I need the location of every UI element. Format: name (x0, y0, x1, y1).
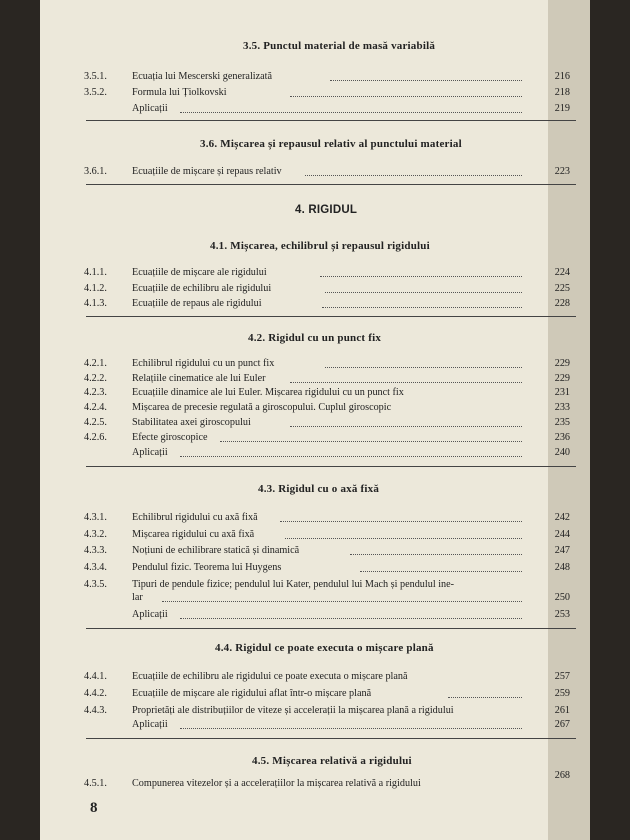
entry-title: Ecuațiile de mișcare și repaus relativ (132, 166, 282, 177)
entry-title: Stabilitatea axei giroscopului (132, 417, 251, 428)
entry-number: 3.5.1. (84, 71, 107, 82)
entry-page: 229 (554, 358, 570, 369)
entry-number: 4.2.4. (84, 402, 107, 413)
toc-entry[interactable] (40, 282, 570, 296)
entry-title: Relațiile cinematice ale lui Euler (132, 373, 266, 384)
toc-entry[interactable] (40, 357, 570, 371)
entry-page: 216 (554, 71, 570, 82)
toc-entry[interactable] (40, 770, 570, 791)
toc-entry[interactable] (40, 165, 570, 179)
toc-entry[interactable] (40, 608, 570, 622)
dot-leader (330, 80, 522, 81)
section-heading-4-1: 4.1. Mișcarea, echilibrul și repausul rigidului (210, 240, 430, 252)
divider (86, 466, 576, 467)
entry-page: 235 (554, 417, 570, 428)
divider (86, 628, 576, 629)
entry-page: 261 (554, 705, 570, 716)
dot-leader (162, 601, 522, 602)
toc-entry[interactable] (40, 528, 570, 542)
dot-leader (290, 382, 522, 383)
toc-entry[interactable] (40, 511, 570, 525)
entry-number: 4.3.4. (84, 562, 107, 573)
toc-entry[interactable] (40, 266, 570, 280)
chapter-heading: 4. RIGIDUL (295, 204, 358, 216)
section-heading-4-5: 4.5. Mișcarea relativă a rigidului (252, 755, 412, 767)
entry-title: Ecuațiile de mișcare ale rigidului aflat într-o mișcare plană (132, 688, 372, 699)
entry-title: Tipuri de pendule fizice; pendulul lui Kater, pendulul lui Mach și pendulul ine- (132, 579, 455, 590)
toc-entry[interactable] (40, 416, 570, 430)
entry-number: 4.2.5. (84, 417, 107, 428)
divider (86, 316, 576, 317)
entry-number: 4.1.2. (84, 283, 107, 294)
section-heading-4-2: 4.2. Rigidul cu un punct fix (248, 332, 382, 344)
entry-page: 228 (554, 298, 570, 309)
entry-number: 3.6.1. (84, 166, 107, 177)
entry-page: 250 (554, 592, 570, 603)
section-heading-3-5: 3.5. Punctul material de masă variabilă (243, 40, 436, 52)
toc-entry[interactable] (40, 86, 570, 100)
entry-title: Aplicații (132, 719, 168, 730)
entry-title: Ecuațiile de echilibru ale rigidului ce poate executa o mișcare plană (132, 671, 408, 682)
toc-entry[interactable] (40, 386, 570, 400)
entry-page: 259 (554, 688, 570, 699)
entry-page: 231 (554, 387, 570, 398)
dot-leader (180, 728, 522, 729)
toc-entry[interactable] (40, 70, 570, 84)
entry-page: 225 (554, 283, 570, 294)
entry-page: 267 (554, 719, 570, 730)
entry-title: Pendulul fizic. Teorema lui Huygens (132, 562, 282, 573)
entry-title: Ecuațiile dinamice ale lui Euler. Mișcarea rigidului cu un punct fix (132, 387, 404, 398)
entry-page: 224 (554, 267, 570, 278)
toc-entry[interactable] (40, 431, 570, 445)
entry-title: Echilibrul rigidului cu axă fixă (132, 512, 258, 523)
dot-leader (290, 426, 522, 427)
section-heading-3-6: 3.6. Mișcarea și repausul relativ al punctului material (200, 138, 462, 150)
toc-entry[interactable] (40, 718, 570, 732)
entry-page: 268 (554, 770, 570, 781)
dot-leader (180, 112, 522, 113)
entry-number: 4.3.3. (84, 545, 107, 556)
entry-page: 223 (554, 166, 570, 177)
dot-leader (220, 441, 522, 442)
entry-number: 4.4.2. (84, 688, 107, 699)
entry-page: 236 (554, 432, 570, 443)
entry-number: 4.2.6. (84, 432, 107, 443)
entry-title: Ecuațiile de repaus ale rigidului (132, 298, 262, 309)
toc-entry[interactable] (40, 578, 570, 592)
entry-number: 4.4.3. (84, 705, 107, 716)
dot-leader (325, 367, 522, 368)
toc-entry[interactable] (40, 297, 570, 311)
entry-page: 240 (554, 447, 570, 458)
entry-title: Formula lui Țiolkovski (132, 87, 227, 98)
toc-entry[interactable] (40, 561, 570, 575)
toc-entry[interactable] (40, 687, 570, 701)
entry-title: Mișcarea de precesie regulată a giroscopului. Cuplul giroscopic (132, 402, 392, 413)
entry-number: 3.5.2. (84, 87, 107, 98)
toc-entry[interactable] (40, 401, 570, 415)
dot-leader (180, 618, 522, 619)
entry-title: Aplicații (132, 609, 168, 620)
dot-leader (285, 538, 522, 539)
section-heading-4-4: 4.4. Rigidul ce poate executa o mișcare plană (215, 642, 434, 654)
entry-number: 4.2.3. (84, 387, 107, 398)
page-number: 8 (90, 800, 98, 816)
toc-entry[interactable] (40, 102, 570, 116)
page (40, 0, 590, 840)
divider (86, 738, 576, 739)
dot-leader (180, 456, 522, 457)
entry-number: 4.1.3. (84, 298, 107, 309)
entry-page: 229 (554, 373, 570, 384)
entry-number: 4.2.2. (84, 373, 107, 384)
entry-number: 4.3.1. (84, 512, 107, 523)
entry-title: Proprietăți ale distribuțiilor de viteze și accelerații la mișcarea plană a rigidului (132, 705, 454, 716)
dot-leader (305, 175, 522, 176)
dot-leader (350, 554, 522, 555)
toc-entry[interactable] (40, 670, 570, 684)
entry-page: 219 (554, 103, 570, 114)
dot-leader (325, 292, 522, 293)
dot-leader (448, 697, 522, 698)
divider (86, 120, 576, 121)
dot-leader (320, 276, 522, 277)
entry-title: Aplicații (132, 103, 168, 114)
toc-entry[interactable] (40, 544, 570, 558)
dot-leader (360, 571, 522, 572)
entry-title: Noțiuni de echilibrare statică și dinamică (132, 545, 300, 556)
entry-page: 242 (554, 512, 570, 523)
entry-page: 257 (554, 671, 570, 682)
entry-number: 4.3.5. (84, 579, 107, 590)
dot-leader (280, 521, 522, 522)
entry-page: 218 (554, 87, 570, 98)
entry-number: 4.4.1. (84, 671, 107, 682)
entry-title: Mișcarea rigidului cu axă fixă (132, 529, 255, 540)
dot-leader (290, 96, 522, 97)
entry-page: 248 (554, 562, 570, 573)
entry-title: Compunerea vitezelor și a accelerațiilor la mișcarea relativă a rigidului (132, 778, 421, 789)
entry-title: Aplicații (132, 447, 168, 458)
toc-entry[interactable] (40, 372, 570, 386)
entry-page: 247 (554, 545, 570, 556)
dot-leader (322, 307, 522, 308)
entry-page: 253 (554, 609, 570, 620)
divider (86, 184, 576, 185)
entry-title: Echilibrul rigidului cu un punct fix (132, 358, 275, 369)
entry-page: 244 (554, 529, 570, 540)
entry-title: Ecuația lui Mescerski generalizată (132, 71, 273, 82)
entry-number: 4.3.2. (84, 529, 107, 540)
toc-entry[interactable] (40, 704, 570, 718)
section-heading-4-3: 4.3. Rigidul cu o axă fixă (258, 483, 380, 495)
entry-number: 4.2.1. (84, 358, 107, 369)
entry-page: 233 (554, 402, 570, 413)
entry-number: 4.1.1. (84, 267, 107, 278)
toc-entry-continuation[interactable] (40, 591, 570, 605)
toc-entry[interactable] (40, 446, 570, 460)
entry-title: Efecte giroscopice (132, 432, 208, 443)
entry-title: Ecuațiile de echilibru ale rigidului (132, 283, 272, 294)
entry-title: Ecuațiile de mișcare ale rigidului (132, 267, 267, 278)
entry-number: 4.5.1. (84, 778, 107, 789)
entry-title-continued: lar (132, 592, 143, 603)
